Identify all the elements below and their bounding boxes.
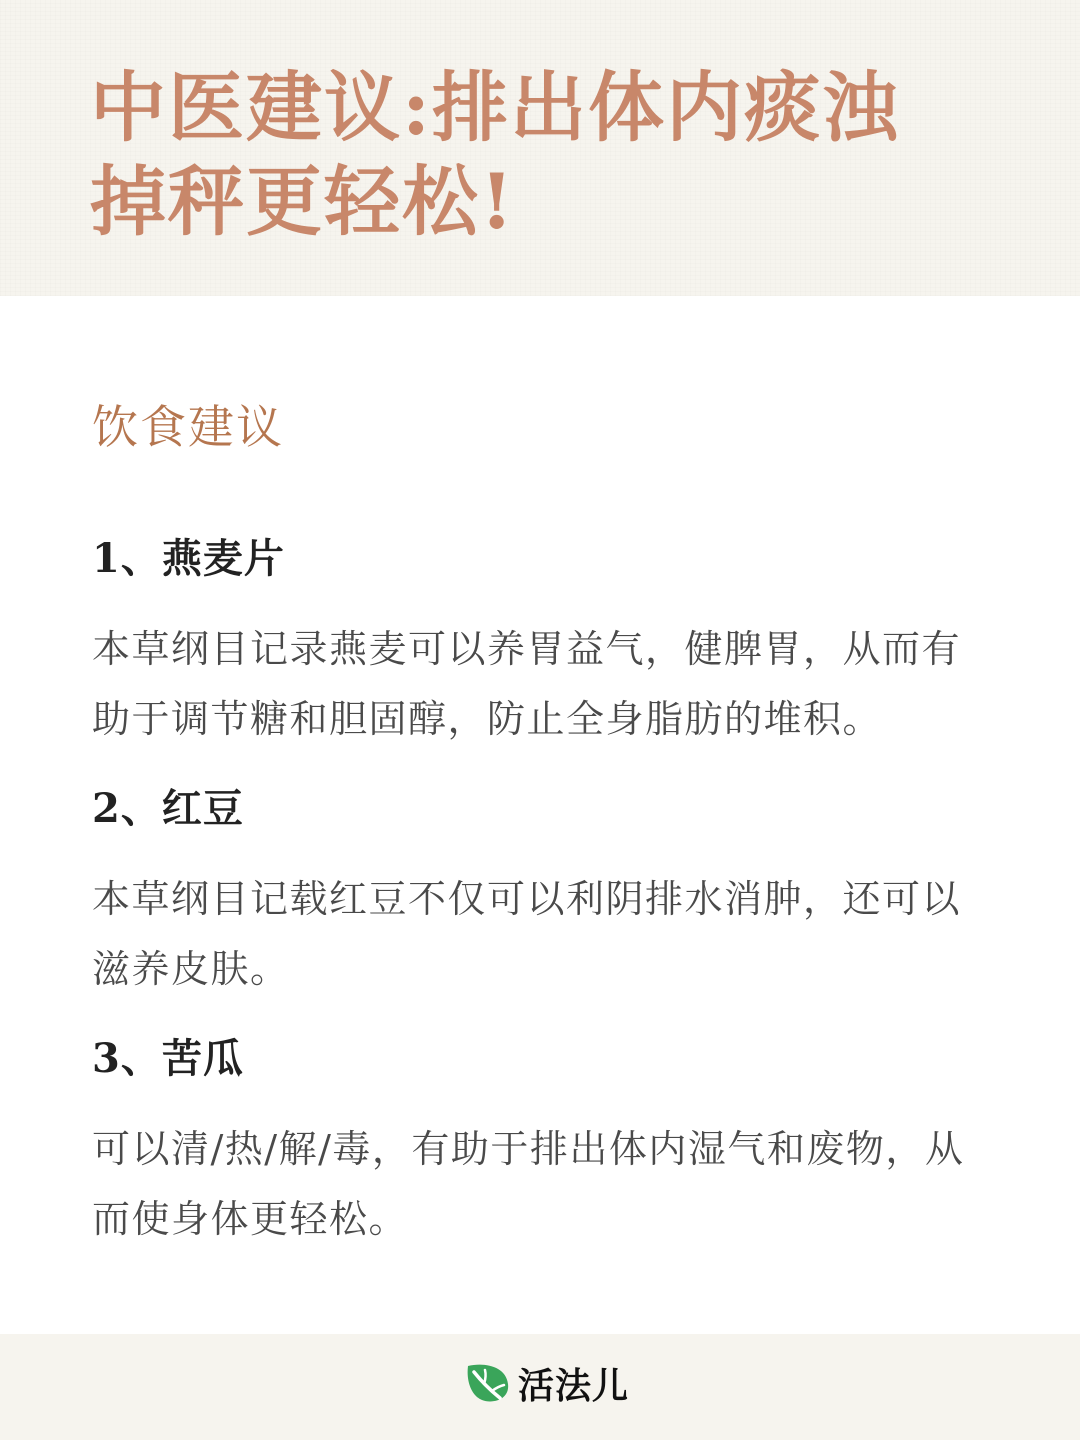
brand-name: 活法儿 xyxy=(518,1365,630,1407)
page-title-line-1: 中医建议:排出体内痰浊 xyxy=(90,63,901,152)
item-body-red-bean: 本草纲目记载红豆不仅可以利阴排水消肿，还可以滋养皮肤。 xyxy=(92,877,962,991)
header-banner xyxy=(0,0,1080,296)
item-body-oats: 本草纲目记录燕麦可以养胃益气，健脾胃，从而有助于调节糖和胆固醇，防止全身脂肪的堆积。 xyxy=(92,627,962,741)
section-title: 饮食建议 xyxy=(92,400,284,454)
brand-logo xyxy=(464,1358,629,1408)
page-title-line-2: 掉秤更轻松! xyxy=(90,157,516,246)
item-heading-red-bean: 2、红豆 xyxy=(92,785,244,832)
green-leaf-icon xyxy=(464,1360,512,1406)
item-body-bitter-melon: 可以清/热/解/毒，有助于排出体内湿气和废物，从而使身体更轻松。 xyxy=(92,1127,965,1241)
item-heading-oats: 1、燕麦片 xyxy=(92,535,285,582)
item-heading-bitter-melon: 3、苦瓜 xyxy=(92,1035,244,1082)
